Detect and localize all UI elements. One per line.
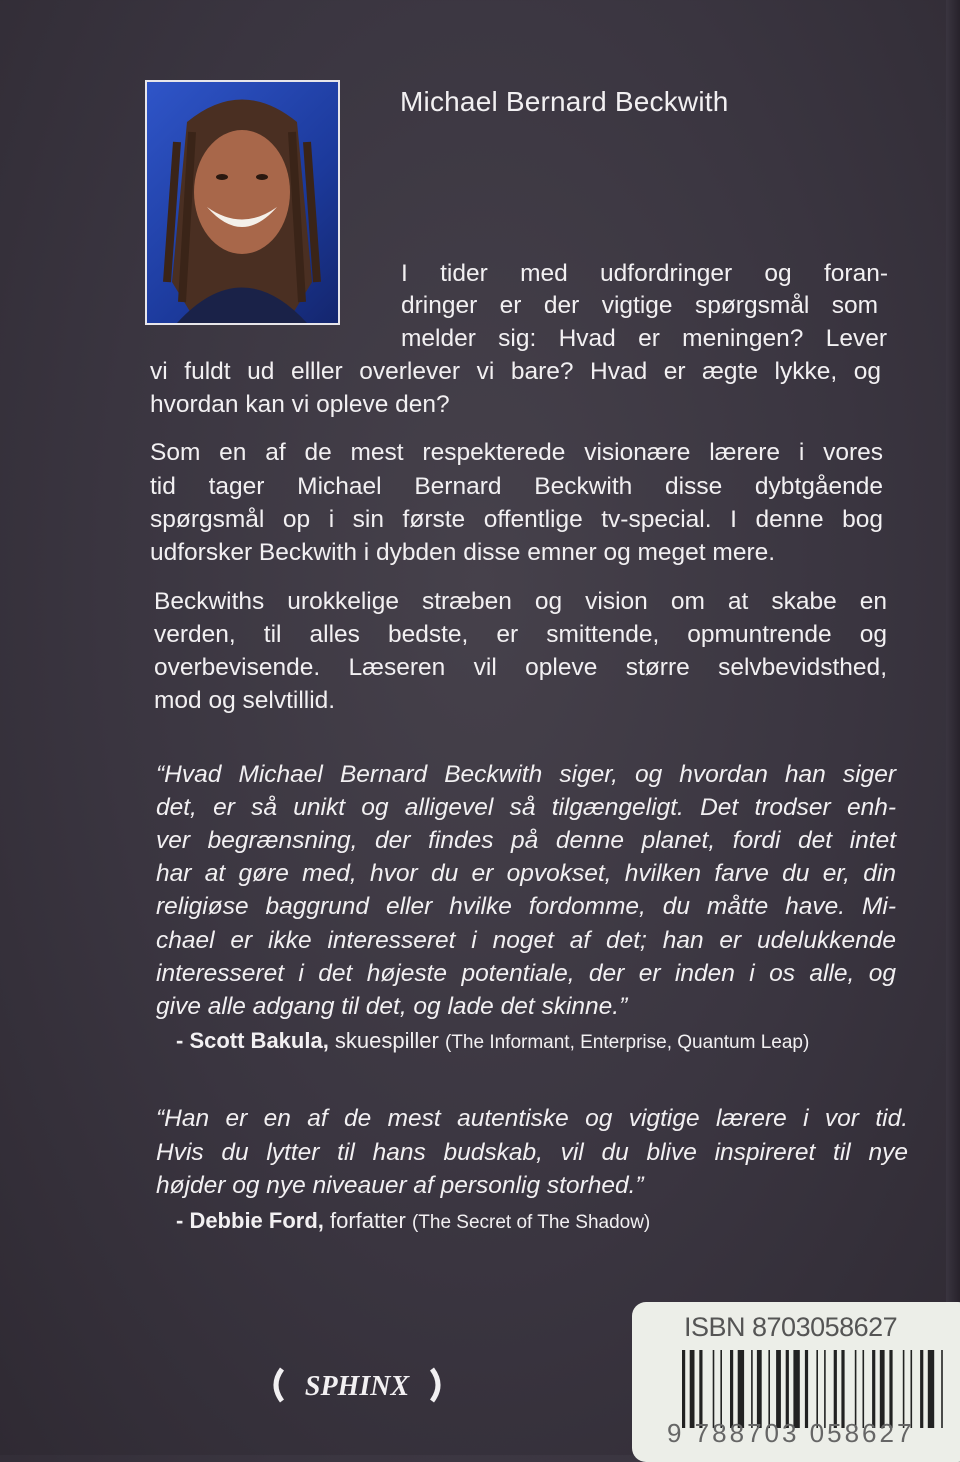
barcode-bar bbox=[757, 1350, 762, 1428]
text-line: udforsker Beckwith i dybden disse emner og meget mere. bbox=[150, 539, 776, 566]
barcode-bar bbox=[903, 1350, 905, 1428]
quote-author-role: skuespiller bbox=[328, 1028, 445, 1053]
barcode-bar bbox=[841, 1350, 844, 1428]
barcode-bar bbox=[941, 1350, 943, 1428]
text-line: Beckwiths urokkelige stræben og vision om at skabe en bbox=[154, 588, 887, 615]
quote-line: religiøse baggrund eller hvilke fordomme, du måtte have. Mi- bbox=[156, 893, 896, 920]
text-line: mod og selvtillid. bbox=[154, 687, 336, 714]
barcode-bar bbox=[928, 1350, 934, 1428]
barcode-bar bbox=[880, 1350, 885, 1428]
quote-author: - Debbie Ford, bbox=[176, 1208, 324, 1233]
publisher-logo-text: SPHINX bbox=[304, 1371, 410, 1402]
quote-line: give alle adgang til det, og lade det skinne.” bbox=[156, 993, 628, 1020]
quote-attribution bbox=[176, 1028, 809, 1054]
quote-line: “Han er en af de mest autentiske og vigtige lærere i vor tid. bbox=[156, 1105, 908, 1132]
barcode-bar bbox=[816, 1350, 818, 1428]
quote-line: Hvis du lytter til hans budskab, vil du blive inspireret til nye bbox=[156, 1139, 908, 1166]
barcode-bar bbox=[889, 1350, 892, 1428]
barcode-bar bbox=[776, 1350, 781, 1428]
quote-line: har at gøre med, hvor du er opvokset, hvilken farve du er, din bbox=[156, 860, 896, 887]
quote-line: ver begrænsning, der findes på denne planet, fordi det intet bbox=[156, 827, 896, 854]
barcode-bar bbox=[855, 1350, 857, 1428]
quote-author-role: forfatter bbox=[323, 1208, 412, 1233]
quote-attribution bbox=[176, 1208, 650, 1234]
book-spine-edge bbox=[946, 0, 960, 1455]
quote-author-works: (The Secret of The Shadow) bbox=[411, 1212, 651, 1233]
quote-line: højder og nye niveauer af personlig storhed.” bbox=[156, 1172, 644, 1199]
isbn-label: ISBN 8703058627 bbox=[684, 1312, 898, 1342]
text-line: vi fuldt ud elller overlever vi bare? Hvad er ægte lykke, og bbox=[150, 358, 881, 385]
quote-author: - Scott Bakula, bbox=[176, 1028, 329, 1053]
isbn-barcode-sticker bbox=[632, 1302, 960, 1462]
quote-line: chael er ikke interesseret i noget af det; han er udelukkende bbox=[156, 927, 896, 954]
text-line: overbevisende. Læseren vil opleve større selvbevidsthed, bbox=[154, 654, 887, 681]
barcode-bar bbox=[786, 1350, 789, 1428]
quote-line: “Hvad Michael Bernard Beckwith siger, og hvordan han siger bbox=[156, 761, 896, 788]
quote-line: det, er så unikt og alligevel så tilgængeligt. Det trodser enh- bbox=[156, 794, 896, 821]
text-line: I tider med udfordringer og foran- bbox=[401, 260, 888, 287]
barcode-digits: 9 788703 058627 bbox=[667, 1418, 915, 1448]
text-line: melder sig: Hvad er meningen? Lever bbox=[401, 325, 887, 352]
barcode-bar bbox=[920, 1350, 923, 1428]
barcode-bar bbox=[911, 1350, 913, 1428]
barcode-bar bbox=[690, 1350, 695, 1428]
text-line: tid tager Michael Bernard Beckwith disse dybtgående bbox=[150, 473, 883, 500]
text-line: hvordan kan vi opleve den? bbox=[150, 391, 450, 418]
text-line: verden, til alles bedste, er smittende, opmuntrende og bbox=[154, 621, 887, 648]
author-name: Michael Bernard Beckwith bbox=[400, 86, 729, 117]
barcode-bar bbox=[805, 1350, 808, 1428]
quote-author-works: (The Informant, Enterprise, Quantum Leap) bbox=[444, 1032, 810, 1053]
barcode-bar bbox=[793, 1350, 799, 1428]
barcode-bar bbox=[824, 1350, 826, 1428]
author-photo bbox=[145, 80, 340, 325]
barcode-bar bbox=[872, 1350, 875, 1428]
barcode-bar bbox=[768, 1350, 770, 1428]
publisher-logo bbox=[268, 1365, 446, 1405]
barcode-bar bbox=[713, 1350, 715, 1428]
barcode-bar bbox=[730, 1350, 733, 1428]
barcode-bar bbox=[738, 1350, 744, 1428]
barcode-bar bbox=[834, 1350, 837, 1428]
barcode-bar bbox=[699, 1350, 702, 1428]
barcode-bar bbox=[720, 1350, 722, 1428]
text-line: dringer er der vigtige spørgsmål som bbox=[401, 292, 878, 319]
text-line: Som en af de mest respekterede visionære lærere i vores bbox=[150, 439, 883, 466]
text-line: spørgsmål op i sin første offentlige tv-special. I denne bog bbox=[150, 506, 883, 533]
quote-line: interesseret i det højeste potentiale, der er inden i os alle, og bbox=[156, 960, 896, 987]
barcode-bar bbox=[751, 1350, 753, 1428]
barcode-bar bbox=[863, 1350, 865, 1428]
barcode bbox=[682, 1350, 947, 1428]
barcode-bar bbox=[682, 1350, 685, 1428]
